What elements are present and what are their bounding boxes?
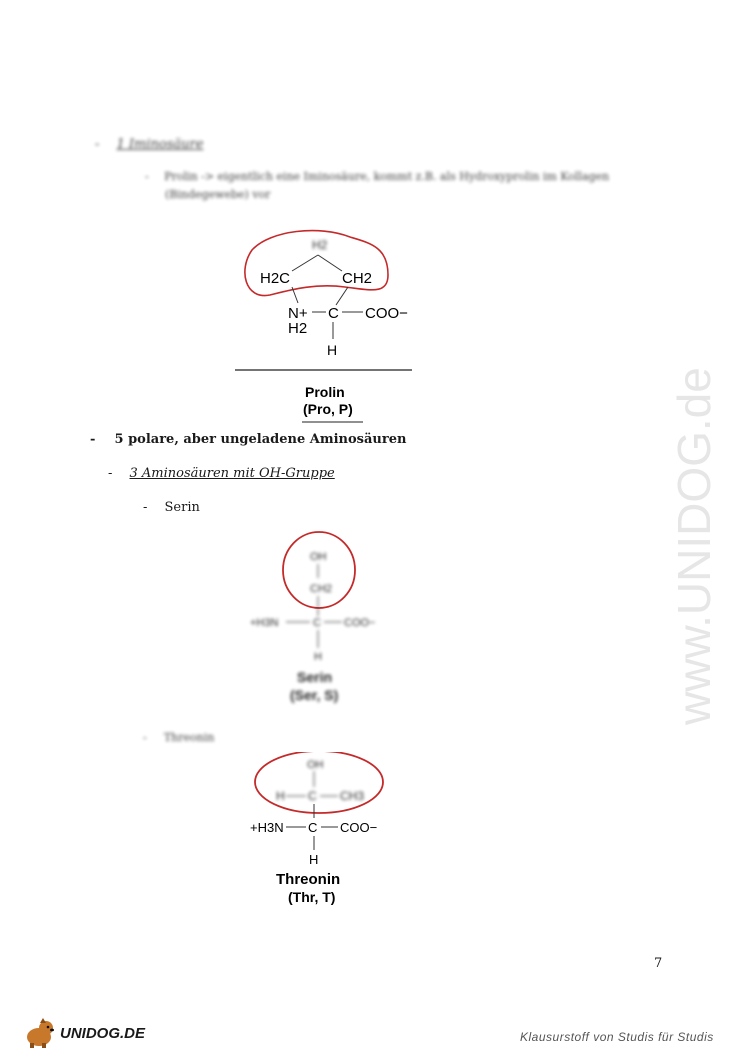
c-center-label: C <box>313 617 321 629</box>
h2-top-label: H2 <box>312 238 328 252</box>
c-center-label: C <box>308 820 318 835</box>
ch2-label: CH2 <box>310 583 333 595</box>
oh-group-subheading <box>108 462 335 481</box>
blurred-h2-top <box>312 238 328 252</box>
threonin-abbr: (Thr, T) <box>288 889 336 905</box>
threonin-structure <box>240 752 410 912</box>
c-upper-label: C <box>308 789 317 803</box>
serin-name: Serin <box>297 669 333 685</box>
threonin-name: Threonin <box>276 871 341 888</box>
dog-logo-icon <box>22 1017 58 1049</box>
threonin-item <box>143 726 214 745</box>
footer-brand <box>22 1016 145 1050</box>
iminosaeure-section <box>95 133 203 152</box>
bullet: - <box>90 432 96 447</box>
coo-label: COO− <box>365 305 408 322</box>
polar-section-heading <box>90 428 406 447</box>
bullet: - <box>95 137 100 152</box>
h-left-label: H <box>276 789 285 803</box>
bullet: - <box>108 466 113 481</box>
serin-item <box>143 496 200 515</box>
prolin-description <box>145 168 645 204</box>
ch3-label: CH3 <box>340 789 365 803</box>
serin-label: Serin <box>164 500 200 515</box>
h3n-label: +H3N <box>250 617 279 629</box>
coo-label: COO− <box>344 617 376 629</box>
oh-label: OH <box>307 759 324 771</box>
serin-structure <box>240 530 400 710</box>
bond <box>292 255 318 271</box>
bond <box>318 255 342 271</box>
section-heading: 1 Iminosäure <box>116 137 204 152</box>
footer-tagline: Klausurstoff von Studis für Studis <box>520 1030 714 1044</box>
polar-heading-text: 5 polare, aber ungeladene Aminosäuren <box>114 432 407 447</box>
coo-label: COO− <box>340 820 378 835</box>
h-bottom-label: H <box>309 852 319 867</box>
serin-abbr: (Ser, S) <box>290 687 339 703</box>
prolin-structure <box>230 225 420 425</box>
oh-label: OH <box>310 551 327 563</box>
page-number: 7 <box>654 956 663 971</box>
h2c-left-label: H2C <box>260 270 291 287</box>
h-bottom-label: H <box>327 342 338 358</box>
bullet: - <box>145 170 149 183</box>
h-bottom-label: H <box>314 651 322 663</box>
description-line: Prolin -> eigentlich eine Iminosäure, kommt z.B. als Hydroxyprolin im Kollagen <box>164 170 610 183</box>
watermark <box>640 280 730 730</box>
watermark-text: www.UNIDOG.de <box>668 367 720 725</box>
prolin-abbr: (Pro, P) <box>303 401 353 417</box>
ch2-right-label: CH2 <box>342 270 373 287</box>
bullet: - <box>143 731 147 744</box>
description-line: (Bindegewebe) vor <box>165 188 271 201</box>
threonin-label: Threonin <box>163 731 215 744</box>
prolin-name: Prolin <box>305 384 345 400</box>
h3n-label: +H3N <box>250 820 284 835</box>
h2-below-n-label: H2 <box>288 320 308 337</box>
n-plus-label: N+ <box>288 305 308 322</box>
brand-text: UNIDOG.DE <box>60 1024 146 1042</box>
bond <box>336 287 348 305</box>
bullet: - <box>143 500 148 515</box>
c-center-label: C <box>328 305 339 322</box>
oh-group-text: 3 Aminosäuren mit OH-Gruppe <box>129 466 335 481</box>
red-annotation-circle <box>283 532 355 608</box>
